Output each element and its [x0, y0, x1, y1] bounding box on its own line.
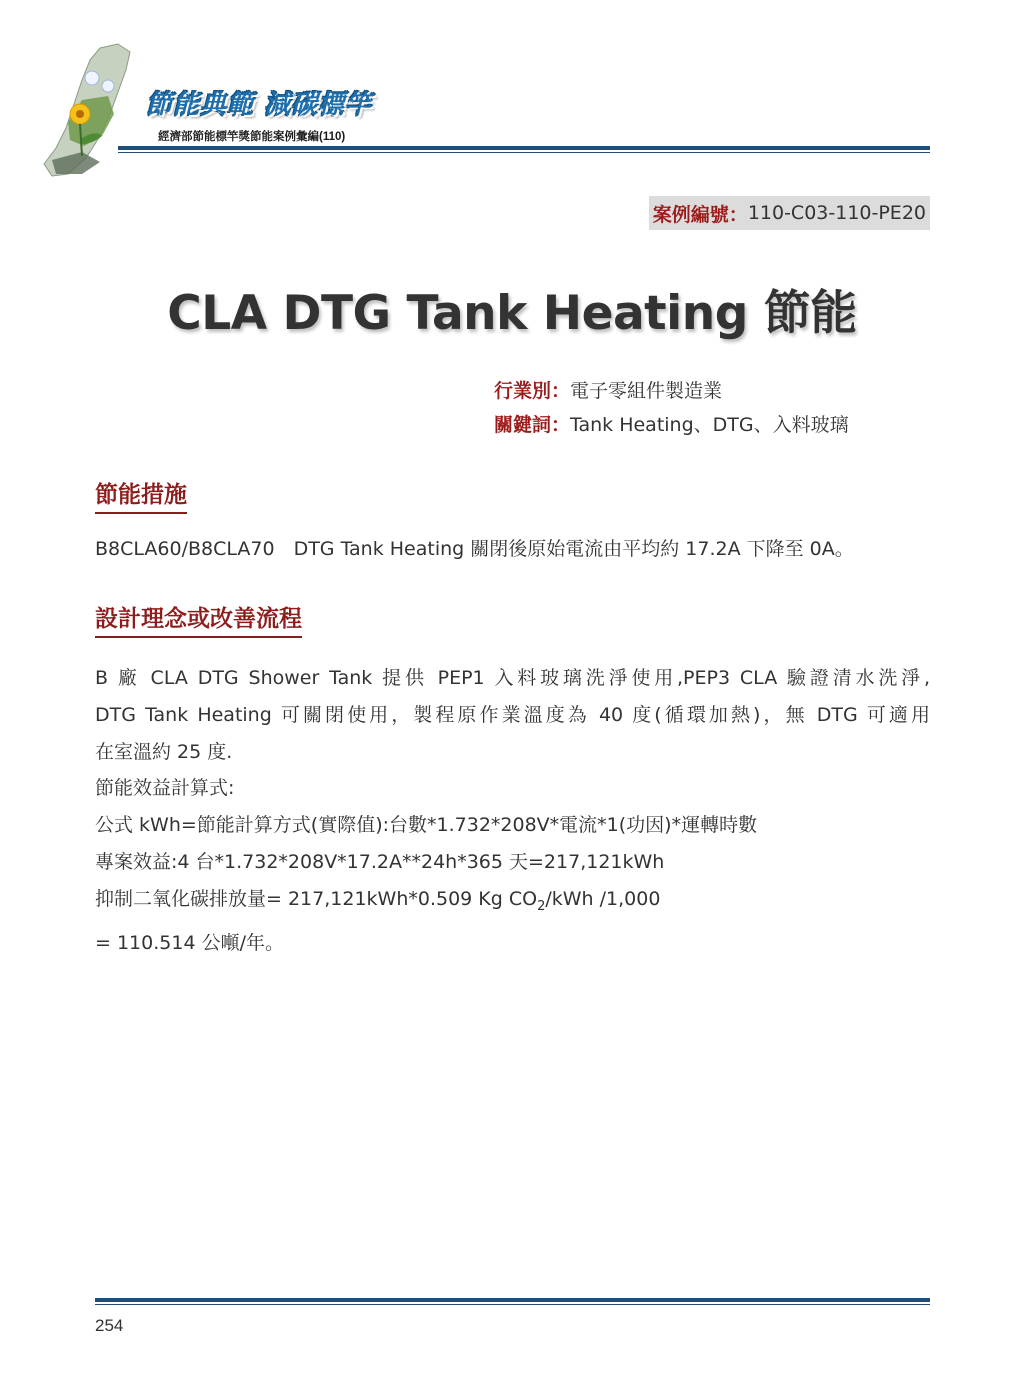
body-line: 節能效益計算式: — [95, 777, 235, 800]
header-rule-thin — [118, 152, 930, 153]
co2-prefix: 抑制二氧化碳排放量= 217,121kWh*0.509 Kg CO — [95, 887, 538, 910]
document-title: CLA DTG Tank Heating 節能 — [167, 286, 857, 341]
header-rule — [118, 146, 930, 150]
case-number-label: 案例編號： — [652, 203, 748, 226]
industry-value: 電子零組件製造業 — [570, 380, 723, 402]
taiwan-map-flower-logo-icon — [22, 40, 162, 180]
keywords-row — [494, 410, 849, 437]
footer-rule — [95, 1298, 930, 1302]
body-line: DTG Tank Heating 可關閉使用，製程原作業溫度為 40 度(循環加熱)，無 DTG 可適用 — [95, 703, 930, 726]
result-line: = 110.514 公噸/年。 — [95, 932, 284, 955]
body-line: B 廠 CLA DTG Shower Tank 提供 PEP1 入料玻璃洗淨使用,PEP3 CLA 驗證清水洗淨, — [95, 667, 930, 689]
case-number-value: 110-C03-110-PE20 — [747, 202, 926, 224]
measures-heading: 節能措施 — [95, 476, 187, 514]
industry-row — [494, 376, 722, 403]
co2-subscript: 2 — [537, 898, 546, 914]
design-body — [95, 660, 930, 962]
body-line: 公式 kWh=節能計算方式(實際值):台數*1.732*208V*電流*1(功因)*運轉時數 — [95, 814, 758, 837]
industry-label: 行業別： — [494, 380, 571, 402]
footer-rule-thin — [95, 1304, 930, 1305]
keywords-value: Tank Heating、DTG、入料玻璃 — [570, 414, 849, 436]
page-number: 254 — [95, 1316, 124, 1335]
body-line: 專案效益:4 台*1.732*208V*17.2A**24h*365 天=217,121kWh — [95, 850, 665, 873]
case-number-box — [649, 196, 930, 230]
body-line: 在室溫約 25 度. — [95, 740, 233, 763]
brand-title: 節能典範 減碳標竿 — [146, 90, 373, 120]
design-heading: 設計理念或改善流程 — [95, 600, 302, 638]
keywords-label: 關鍵詞： — [494, 414, 571, 436]
measures-text: B8CLA60/B8CLA70 DTG Tank Heating 關閉後原始電流由平均約 17.2A 下降至 0A。 — [95, 538, 854, 560]
co2-suffix: /kWh /1,000 — [545, 887, 661, 910]
co2-line — [95, 881, 930, 926]
brand-subtitle: 經濟部節能標竿獎節能案例彙編(110) — [158, 131, 346, 143]
